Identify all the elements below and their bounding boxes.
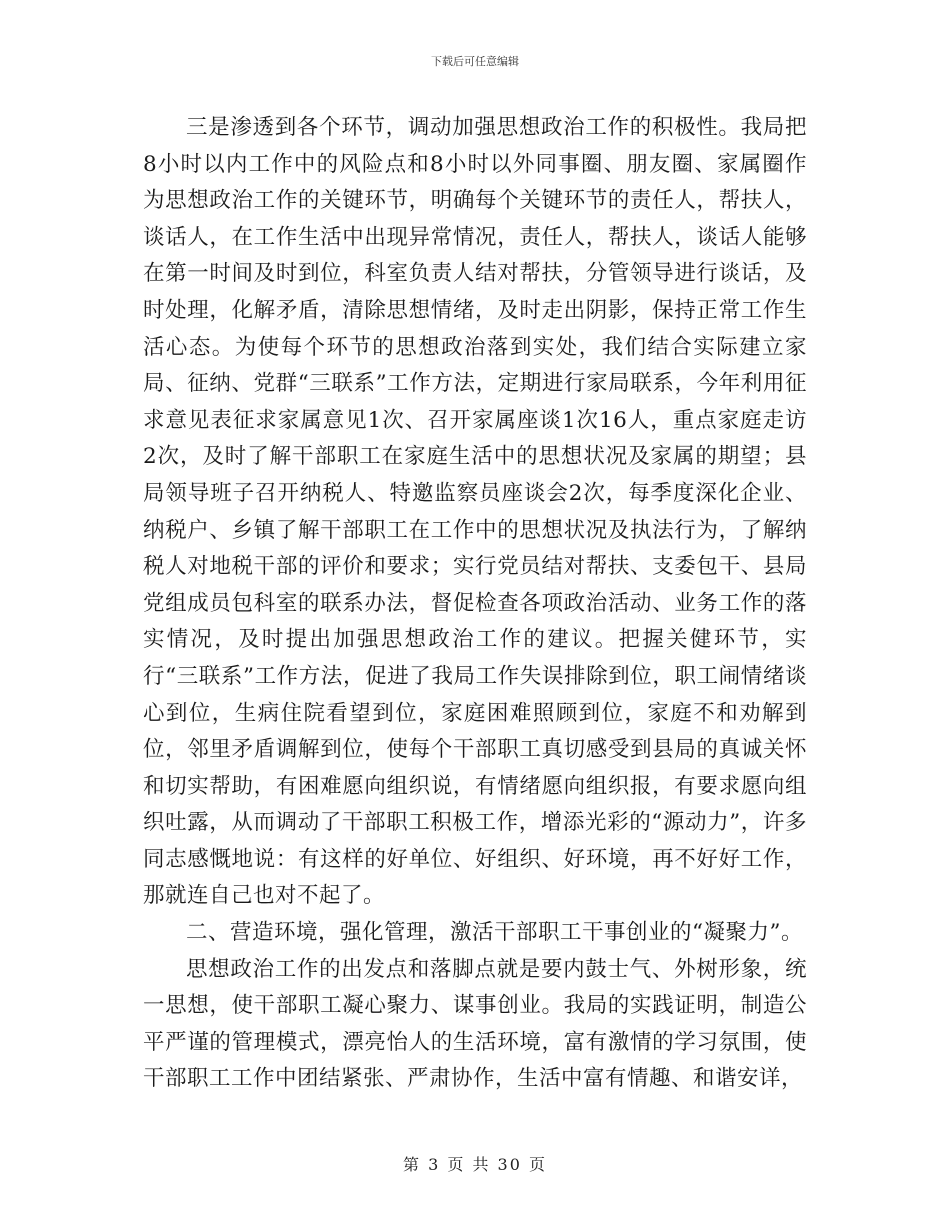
section-heading: 二、营造环境，强化管理，激活干部职工干事创业的“凝聚力”。 xyxy=(186,920,803,946)
page-number: 第 3 页 共 30 页 xyxy=(403,1155,547,1174)
document-body xyxy=(143,110,807,1098)
body-paragraph: 思想政治工作的出发点和落脚点就是要内鼓士气、外树形象，统一思想，使干部职工凝心聚力、谋事创业。我局的实践证明，制造公平严谨的管理模式，漂亮怡人的生活环境，富有激情的学习氛围，使干部职工工作中团结紧张、严肃协作，生活中富有情趣、和谐安详， xyxy=(143,956,807,1092)
body-paragraph: 三是渗透到各个环节，调动加强思想政治工作的积极性。我局把8小时以内工作中的风险点和8小时以外同事圈、朋友圈、家属圈作为思想政治工作的关键环节，明确每个关键环节的责任人，帮扶人，谈话人，在工作生活中出现异常情况，责任人，帮扶人，谈话人能够在第一时间及时到位，科室负责人结对帮扶，分管领导进行谈话，及时处理，化解矛盾，清除思想情绪，及时走出阴影，保持正常工作生活心态。为使每个环节的思想政治落到实处，我们结合实际建立家局、征纳、党群“三联系”工作方法，定期进行家局联系，今年利用征求意见表征求家属意见1次、召开家属座谈1次16人，重点家庭走访2次，及时了解干部职工在家庭生活中的思想状况及家属的期望；县局领导班子召开纳税人、特邀监察员座谈会2次，每季度深化企业、纳税户、乡镇了解干部职工在工作中的思想状况及执法行为，了解纳税人对地税干部的评价和要求；实行党员结对帮扶、支委包干、县局党组成员包科室的联系办法，督促检查各项政治活动、业务工作的落实情况，及时提出加强思想政治工作的建议。把握关健环节，实行“三联系”工作方法，促进了我局工作失误排除到位，职工闹情绪谈心到位，生病住院看望到位，家庭困难照顾到位，家庭不和劝解到位，邻里矛盾调解到位，使每个干部职工真切感受到县局的真诚关怀和切实帮助，有困难愿向组织说，有情绪愿向组织报，有要求愿向组织吐露，从而调动了干部职工积极工作，增添光彩的“源动力”，许多同志感慨地说：有这样的好单位、好组织、好环境，再不好好工作，那就连自己也对不起了。 xyxy=(143,115,807,909)
header-note: 下载后可任意编辑 xyxy=(431,55,519,68)
